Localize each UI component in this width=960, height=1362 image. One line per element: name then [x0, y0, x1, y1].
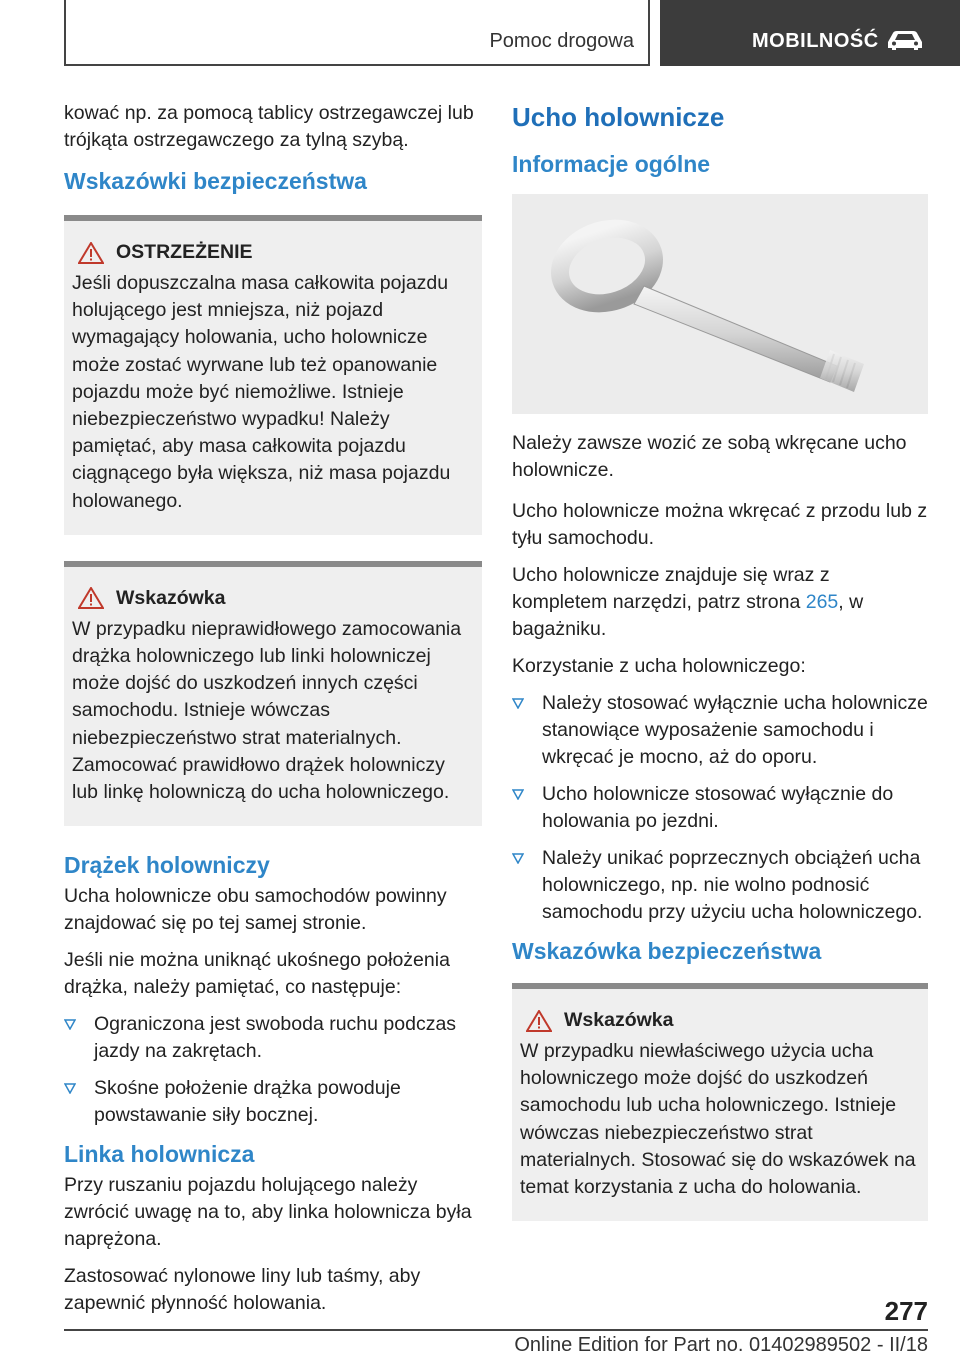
bullet-triangle-icon [64, 1019, 76, 1030]
list-item: Ograniczona jest swoboda ruchu podczas jazdy na zakrętach. [64, 1011, 482, 1065]
tow-rope-paragraph-2: Zastosować nylonowe liny lub taśmy, aby zapewnić płynność holowania. [64, 1265, 421, 1315]
tow-bar-paragraph-1: Ucha holownicze obu samochodów powinny znajdować się po tej samej stronie. [64, 885, 447, 935]
chapter-title: MOBILNOŚĆ [752, 30, 879, 52]
right-safety-heading: Wskazówka bezpieczeństwa [512, 938, 822, 964]
notice-text: W przypadku nieprawidłowego zamocowania drążka holowniczego lub linki holowniczej może dojść do uszkodzeń innych części samochodu. Istnieje wówczas niebezpieczeństwo strat materialnych. Zamocować prawidłowo drążek holowniczy lub linkę holowniczą do ucha holowniczego. [72, 617, 462, 804]
notice-triangle-icon [526, 1010, 552, 1032]
right-notice-box [512, 983, 928, 1221]
right-paragraph-4: Korzystanie z ucha holowniczego: [512, 655, 806, 677]
notice-title: Wskazówka [116, 586, 226, 609]
notice-triangle-icon [78, 587, 104, 609]
list-item: Ucho holownicze stosować wyłącznie do holowania po jezdni. [512, 781, 928, 835]
page-reference-link[interactable]: 265 [805, 591, 839, 613]
tow-hook-illustration [512, 194, 928, 414]
bullet-triangle-icon [512, 698, 524, 709]
right-paragraph-1: Należy zawsze wozić ze sobą wkręcane ucho holownicze. [512, 432, 907, 481]
warning-text: Jeśli dopuszczalna masa całkowita pojazdu holującego jest mniejsza, niż pojazd wymagający holowania, ucho holownicze może zostać wyrwane lub też opanowanie pojazdu może być niemożliwe. Istnieje niebezpieczeństwo wypadku! Należy pamiętać, aby masa całkowita pojazdu ciągnącego była większa, niż masa pojazdu holowanego. [72, 272, 451, 512]
tow-rope-paragraph-1: Przy ruszaniu pojazdu holującego należy zwrócić uwagę na to, aby linka holownicza była naprężona. [64, 1174, 472, 1251]
right-column [512, 100, 928, 1247]
tow-bar-list [64, 1011, 482, 1129]
warning-box [64, 215, 482, 535]
tow-bar-heading: Drążek holowniczy [64, 852, 270, 879]
section-title: Pomoc drogowa [489, 30, 634, 52]
tow-bar-paragraph-2: Jeśli nie można uniknąć ukośnego położenia drążka, należy pamiętać, co następuje: [64, 949, 450, 999]
list-item: Należy stosować wyłącznie ucha holownicze stanowiące wyposażenie samochodu i wkręcać je mocno, aż do oporu. [512, 690, 928, 771]
right-notice-title: Wskazówka [564, 1009, 674, 1031]
page-number: 277 [884, 1296, 928, 1326]
car-icon [884, 28, 926, 52]
main-heading: Ucho holownicze [512, 102, 725, 132]
safety-heading: Wskazówki bezpieczeństwa [64, 168, 367, 194]
bullet-triangle-icon [512, 853, 524, 864]
warning-title: OSTRZEŻENIE [116, 241, 253, 263]
right-notice-text: W przypadku niewłaściwego użycia ucha holowniczego może dojść do uszkodzeń samochodu lub ucha holowniczego. Istnieje wówczas niebezpieczeństwo strat materialnych. Stosować się do wskazówek na temat korzystania z ucha do holowania. [520, 1040, 916, 1199]
list-item: Należy unikać poprzecznych obciążeń ucha holowniczego, np. nie wolno podnosić samochodu przy użyciu ucha holowniczego. [512, 845, 928, 926]
intro-paragraph: kować np. za pomocą tablicy ostrzegawczej lub trójkąta ostrzegawczego za tylną szybą. [64, 102, 474, 151]
usage-list [512, 690, 928, 926]
footer-divider [64, 1329, 928, 1331]
header-chapter-tab [660, 0, 960, 66]
notice-box [64, 561, 482, 826]
list-item: Skośne położenie drążka powoduje powstawanie siły bocznej. [64, 1075, 482, 1129]
tow-hook-image [512, 194, 928, 414]
warning-triangle-icon [78, 242, 104, 264]
bullet-triangle-icon [64, 1083, 76, 1094]
left-column [64, 100, 482, 1327]
right-paragraph-3: Ucho holownicze znajduje się wraz z kompletem narzędzi, patrz strona 265, w bagażniku. [512, 564, 864, 640]
page-header [0, 0, 960, 66]
bullet-triangle-icon [512, 789, 524, 800]
header-section-tab [64, 0, 650, 66]
general-heading: Informacje ogólne [512, 151, 711, 177]
tow-rope-heading: Linka holownicza [64, 1141, 255, 1168]
edition-text: Online Edition for Part no. 01402989502 - II/18 [514, 1334, 928, 1356]
right-paragraph-2: Ucho holownicze można wkręcać z przodu lub z tyłu samochodu. [512, 500, 928, 549]
